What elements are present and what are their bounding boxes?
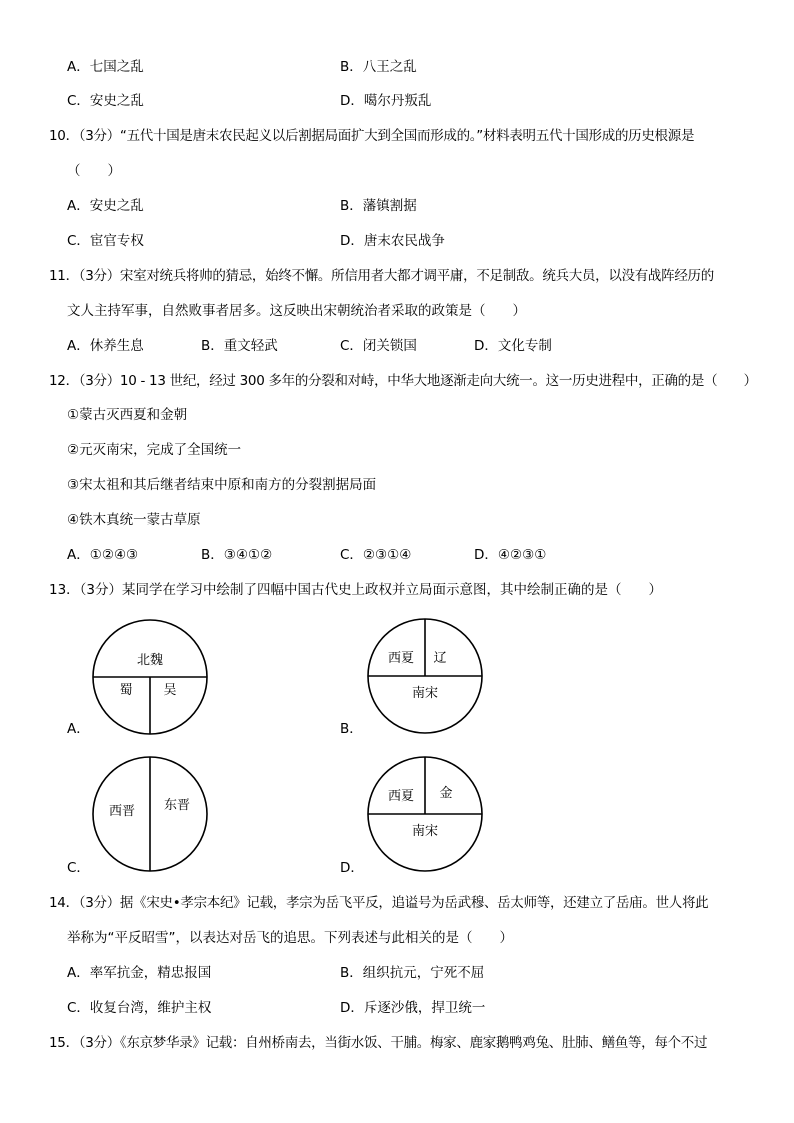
q9-option-a: A．七国之乱 (67, 59, 144, 75)
q10-option-c: C．宦官专权 (67, 233, 144, 249)
q14-option-d: D．斥逐沙俄，捍卫统一 (340, 1000, 486, 1016)
q13-option-a-label: A． (67, 721, 90, 737)
q10-stem: 10．（3分）“五代十国是唐末农民起义以后割据局面扩大到全国而形成的。”材料表明五代十国形成的历史根源是 (49, 128, 695, 144)
q11-option-a: A．休养生息 (67, 338, 144, 354)
q12-option-d: D．④②③① (474, 547, 547, 563)
q9-option-c: C．安史之乱 (67, 93, 144, 109)
q10-option-b: B．藩镇割据 (340, 198, 417, 214)
diagram-c-right-label: 东晋 (163, 798, 191, 813)
q11-option-c: C．闭关锁国 (340, 338, 417, 354)
diagram-a-bottom-left-label: 蜀 (119, 683, 133, 698)
q13-option-c-label: C． (67, 860, 90, 876)
q12-statement-2: ②元灭南宋，完成了全国统一 (67, 442, 242, 458)
diagram-a-bottom-right-label: 吴 (163, 683, 177, 698)
q11-option-b: B．重文轻武 (201, 338, 278, 354)
diagram-b-top-right-label: 辽 (433, 651, 447, 666)
q15-stem-line1: 15．（3分）《东京梦华录》记载：自州桥南去，当街水饭、干脯。梅家、鹿家鹅鸭鸡兔、肚肺、鳝鱼等，每个不过 (49, 1035, 708, 1051)
q13-diagram-b (366, 617, 484, 735)
q12-option-c: C．②③①④ (340, 547, 412, 563)
q10-blank: （ ） (67, 163, 121, 179)
q14-stem-line1: 14．（3分）据《宋史•孝宗本纪》记载，孝宗为岳飞平反，追谥号为岳武穆、岳太师等，还建立了岳庙。世人将此 (49, 895, 709, 911)
q11-stem-line1: 11．（3分）宋室对统兵将帅的猜忌，始终不懈。所信用者大都才调平庸，不足制敌。统兵大员，以没有战阵经历的 (49, 268, 714, 284)
q12-option-a: A．①②④③ (67, 547, 139, 563)
q13-diagram-c (91, 755, 209, 873)
q12-option-b: B．③④①② (201, 547, 273, 563)
diagram-c-left-label: 西晋 (108, 804, 136, 819)
diagram-d-bottom-label: 南宋 (411, 824, 439, 839)
q14-stem-line2: 举称为“平反昭雪”，以表达对岳飞的追思。下列表述与此相关的是（ ） (67, 930, 513, 946)
diagram-b-bottom-label: 南宋 (411, 686, 439, 701)
diagram-d-top-right-label: 金 (439, 786, 453, 801)
q13-diagram-a (91, 618, 209, 736)
q13-option-d-label: D． (340, 860, 364, 876)
q10-option-d: D．唐末农民战争 (340, 233, 445, 249)
q12-statement-1: ①蒙古灭西夏和金朝 (67, 407, 188, 423)
q12-stem: 12．（3分）10 - 13 世纪，经过 300 多年的分裂和对峙，中华大地逐渐走向大统一。这一历史进程中，正确的是（ ） (49, 373, 757, 389)
q13-option-b-label: B． (340, 721, 363, 737)
q10-option-a: A．安史之乱 (67, 198, 144, 214)
diagram-b-top-left-label: 西夏 (387, 651, 415, 666)
q14-option-c: C．收复台湾，维护主权 (67, 1000, 212, 1016)
diagram-d-top-left-label: 西夏 (387, 789, 415, 804)
q12-statement-4: ④铁木真统一蒙古草原 (67, 512, 201, 528)
q11-option-d: D．文化专制 (474, 338, 552, 354)
q13-diagram-d (366, 755, 484, 873)
diagram-a-top-label: 北魏 (136, 653, 164, 668)
q14-option-b: B．组织抗元，宁死不屈 (340, 965, 485, 981)
q14-option-a: A．率军抗金，精忠报国 (67, 965, 212, 981)
q9-option-d: D．噶尔丹叛乱 (340, 93, 432, 109)
q13-stem: 13．（3分）某同学在学习中绘制了四幅中国古代史上政权并立局面示意图，其中绘制正确的是（ ） (49, 582, 663, 598)
q9-option-b: B．八王之乱 (340, 59, 417, 75)
q11-stem-line2: 文人主持军事，自然败事者居多。这反映出宋朝统治者采取的政策是（ ） (67, 303, 526, 319)
q12-statement-3: ③宋太祖和其后继者结束中原和南方的分裂割据局面 (67, 477, 377, 493)
